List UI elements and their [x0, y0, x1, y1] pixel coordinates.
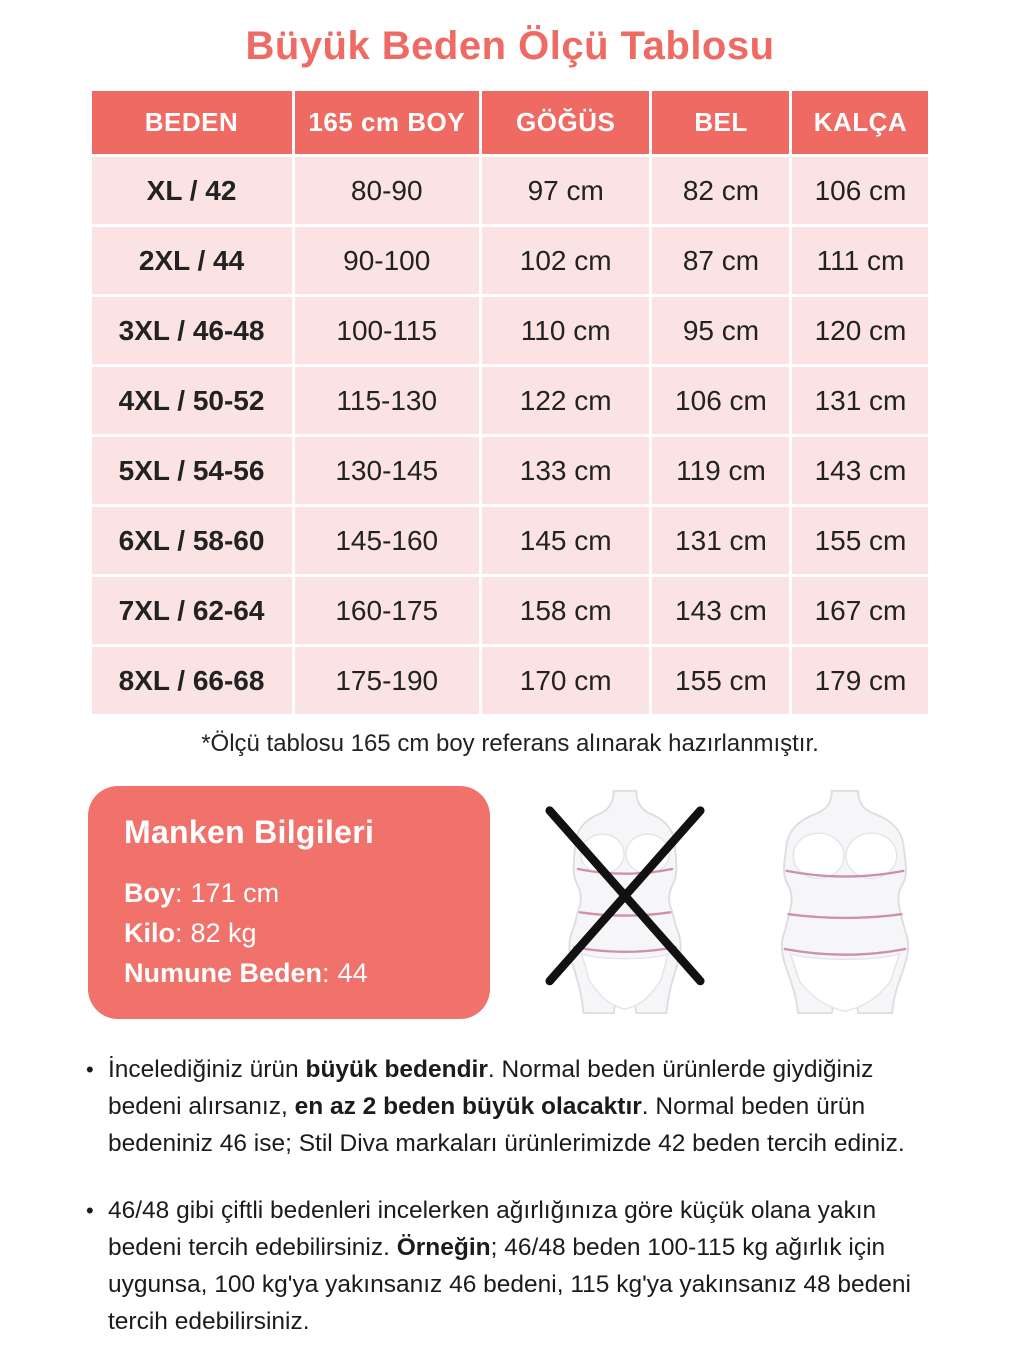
model-info-title: Manken Bilgileri	[124, 814, 375, 850]
table-cell: 160-175	[295, 577, 479, 644]
model-weight-value: 82 kg	[190, 918, 257, 948]
slim-body-figure-crossed-icon	[537, 788, 713, 1014]
note-item	[86, 1192, 940, 1340]
table-cell: 155 cm	[652, 647, 789, 714]
table-cell: 102 cm	[482, 227, 650, 294]
bra-cup-right	[846, 833, 897, 878]
table-cell-size: 5XL / 54-56	[92, 437, 292, 504]
model-weight-label: Kilo	[124, 918, 175, 948]
table-cell: 106 cm	[652, 367, 789, 434]
table-cell-size: 7XL / 62-64	[92, 577, 292, 644]
table-cell: 97 cm	[482, 157, 650, 224]
table-cell: 131 cm	[652, 507, 789, 574]
table-cell: 130-145	[295, 437, 479, 504]
note-item	[86, 1051, 940, 1162]
model-info-row	[124, 953, 454, 993]
table-cell: 110 cm	[482, 297, 650, 364]
model-sample-size-label: Numune Beden	[124, 958, 323, 988]
model-height-value: 171 cm	[190, 878, 280, 908]
table-cell: 120 cm	[792, 297, 928, 364]
table-cell-size: 6XL / 58-60	[92, 507, 292, 574]
notes-list	[86, 1051, 940, 1340]
separator: :	[322, 958, 330, 988]
table-cell: 95 cm	[652, 297, 789, 364]
table-cell: 131 cm	[792, 367, 928, 434]
table-cell-size: 4XL / 50-52	[92, 367, 292, 434]
table-cell: 122 cm	[482, 367, 650, 434]
model-info-row	[124, 873, 454, 913]
table-cell: 145-160	[295, 507, 479, 574]
table-cell-size: 8XL / 66-68	[92, 647, 292, 714]
table-cell: 90-100	[295, 227, 479, 294]
model-sample-size-value: 44	[337, 958, 368, 988]
table-cell: 115-130	[295, 367, 479, 434]
table-header-cell: 165 cm BOY	[295, 91, 479, 154]
table-cell: 145 cm	[482, 507, 650, 574]
table-footnote: *Ölçü tablosu 165 cm boy referans alınarak hazırlanmıştır.	[201, 730, 819, 757]
table-header-cell: BEDEN	[92, 91, 292, 154]
model-info-section	[88, 786, 980, 1019]
table-header-cell: KALÇA	[792, 91, 928, 154]
table-cell: 158 cm	[482, 577, 650, 644]
table-cell: 100-115	[295, 297, 479, 364]
bullet-icon: •	[86, 1198, 94, 1223]
table-cell: 143 cm	[792, 437, 928, 504]
table-cell: 175-190	[295, 647, 479, 714]
model-info-row	[124, 913, 454, 953]
table-cell: 119 cm	[652, 437, 789, 504]
table-cell-size: 3XL / 46-48	[92, 297, 292, 364]
note-text: 46/48 gibi çiftli bedenleri incelerken ağırlığınıza göre küçük olana yakın bedeni tercih edebilirsiniz. Örneğin; 46/48 beden 100-115 kg ağırlık için uygunsa, 100 kg'ya yakınsanız 46 bedeni, 115 kg'ya yakınsanız 48 bedeni tercih edebilirsiniz.	[108, 1197, 911, 1335]
model-height-label: Boy	[124, 878, 176, 908]
table-cell: 106 cm	[792, 157, 928, 224]
body-figures	[490, 786, 980, 1014]
note-text: İncelediğiniz ürün büyük bedendir. Normal beden ürünlerde giydiğiniz bedeni alırsanız, en az 2 beden büyük olacaktır. Normal beden ürün bedeniniz 46 ise; Stil Diva markaları ürünlerimizde 42 beden tercih ediniz.	[108, 1056, 905, 1157]
plus-size-body-figure-icon	[757, 788, 933, 1014]
bullet-icon: •	[86, 1057, 94, 1082]
table-cell: 170 cm	[482, 647, 650, 714]
separator: :	[175, 918, 183, 948]
table-cell: 87 cm	[652, 227, 789, 294]
table-cell-size: 2XL / 44	[92, 227, 292, 294]
table-header-cell: GÖĞÜS	[482, 91, 650, 154]
table-cell: 179 cm	[792, 647, 928, 714]
bra-cup-left	[793, 833, 844, 878]
table-cell: 143 cm	[652, 577, 789, 644]
table-header-cell: BEL	[652, 91, 789, 154]
model-info-card	[88, 786, 490, 1019]
table-cell: 82 cm	[652, 157, 789, 224]
size-table	[92, 91, 929, 714]
table-cell: 80-90	[295, 157, 479, 224]
table-cell: 133 cm	[482, 437, 650, 504]
table-cell-size: XL / 42	[92, 157, 292, 224]
table-cell: 155 cm	[792, 507, 928, 574]
table-cell: 111 cm	[792, 227, 928, 294]
separator: :	[175, 878, 183, 908]
page-title: Büyük Beden Ölçü Tablosu	[245, 24, 775, 68]
table-cell: 167 cm	[792, 577, 928, 644]
